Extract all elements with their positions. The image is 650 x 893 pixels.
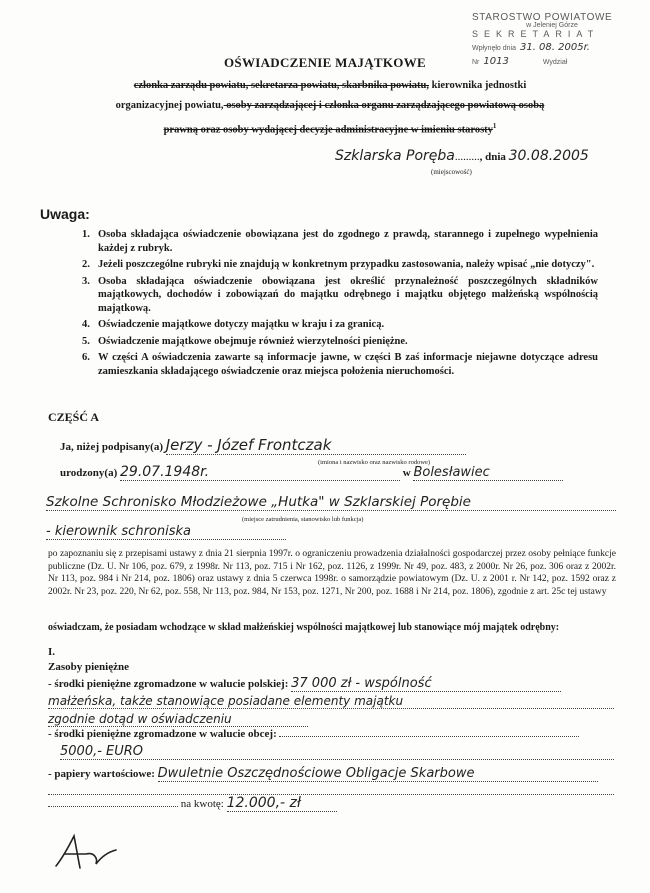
pln-row-2 [48, 694, 614, 709]
part-a-title: CZĘŚĆ A [48, 410, 100, 424]
birth-date-handwritten: 29.07.1948r. [120, 464, 400, 481]
signature-initials [50, 830, 130, 874]
pln-handwritten: 37 000 zł - wspólność [291, 676, 561, 692]
amount-label: na kwotę: [180, 798, 224, 810]
note-item [82, 335, 598, 349]
stamp-number-value: 1013 [483, 56, 509, 67]
notes-title: Uwaga: [40, 206, 90, 222]
position-row [46, 524, 286, 540]
note-text: W części A oświadczenia zawarte są informacje jawne, w części B zaś informacje niejawne dotyczące adresu zamieszkania składającego oświadczenie oraz miejsca położenia nieruchomości. [98, 352, 598, 377]
foreign-label: - środki pieniężne zgromadzone w walucie obcej: [48, 728, 277, 740]
foreign-row [48, 728, 579, 740]
note-item [82, 318, 598, 332]
note-item [82, 275, 598, 316]
note-item [82, 258, 598, 272]
subtitle-footnote: 1 [492, 122, 497, 130]
note-text: Oświadczenie majątkowe obejmuje również wierzytelności pieniężne. [98, 335, 408, 347]
foreign-handwritten: 5000,- EURO [60, 744, 614, 760]
note-text: Oświadczenie majątkowe dotyczy majątku w kraju i za granicą. [98, 319, 385, 330]
note-number: 1. [82, 229, 90, 240]
note-number: 6. [82, 352, 90, 363]
date-handwritten: 30.08.2005 [508, 148, 589, 164]
pln-handwritten-3: zgodnie dotąd w oświadczeniu [48, 712, 308, 727]
birth-place-handwritten: Bolesławiec [413, 465, 563, 481]
note-number: 4. [82, 319, 90, 330]
stamp-city: w Jeleniej Górze [526, 22, 578, 29]
notes-list [82, 228, 598, 381]
employer-row [46, 494, 616, 511]
pln-row-3 [48, 712, 308, 727]
stamp-secretariat: SEKRETARIAT [472, 29, 600, 39]
stamp-office: STAROSTWO POWIATOWE [472, 12, 613, 23]
note-text: Jeżeli poszczególne rubryki nie znajdują w konkretnym przypadku zastosowania, należy wpisać „nie dotyczy". [98, 259, 595, 270]
name-caption: (imiona i nazwisko oraz nazwisko rodowe) [318, 459, 431, 466]
amount-handwritten: 12.000,- zł [227, 795, 337, 812]
subtitle-struck-2: osoby zarządzającej i członka organu zarządzającego powiatową osobą [223, 100, 545, 111]
stamp-appendix-label: Wydział [542, 59, 568, 66]
document-subtitle [40, 76, 620, 141]
note-item [82, 351, 598, 378]
note-number: 5. [82, 335, 90, 347]
section-roman: I. [48, 646, 56, 658]
subtitle-struck-3: prawną oraz osoby wydającej decyzje administracyjne w imieniu starosty [163, 124, 493, 136]
declaration-text: oświadczam, że posiadam wchodzące w skład małżeńskiej wspólności majątkowej lub stanowiące mój majątek odrębny: [48, 622, 560, 633]
amount-row [48, 795, 337, 812]
legal-basis-text: po zapoznaniu się z przepisami ustawy z dnia 21 sierpnia 1997r. o ograniczeniu prowadzenia działalności gospodarczej przez osoby pełniące funkcje publiczne (Dz. U. Nr 106, poz. 679, z 1998r. Nr 113, poz. 715 i Nr 162, poz. 1126, z 1999r. Nr 49, poz. 483, z 2000r. Nr 26, poz. 306 oraz z 2002r. Nr 113, poz. 984 i Nr 214, poz. 1806) oraz ustawy z dnia 5 czerwca 1998r. o samorządzie powiatowym (Dz. U. z 2001 r. Nr 142, poz. 1592 oraz z 2002r. Nr 23, poz. 220, Nr 62, poz. 558, Nr 113, poz. 984, Nr 153, poz. 1271, Nr 200, poz. 1688 i Nr 214, poz. 1806), zgodnie z art. 25c tej ustawy [48, 549, 616, 597]
amount-lead-dots [48, 806, 178, 807]
subtitle-kept-2: organizacyjnej powiatu, [115, 100, 224, 111]
note-item [82, 228, 598, 255]
name-row [60, 436, 466, 455]
stamp-received-row [472, 42, 632, 53]
place-handwritten: Szklarska Poręba [335, 148, 455, 164]
place-caption: (miejscowość) [431, 168, 472, 176]
place-date-line [335, 148, 615, 176]
pln-row [48, 676, 561, 692]
name-label: Ja, niżej podpisany(a) [60, 441, 163, 453]
stamp-received-label: Wpłynęło dnia [472, 45, 516, 52]
birth-place-w: w [402, 467, 411, 479]
stamp-received-date: 31. 08. 2005r. [519, 42, 590, 53]
birth-row [60, 464, 563, 481]
note-number: 2. [82, 259, 90, 270]
birth-label: urodzony(a) [60, 467, 118, 479]
foreign-dotline [279, 736, 579, 737]
securities-handwritten: Dwuletnie Oszczędnościowe Obligacje Skarbowe [158, 766, 598, 782]
employer-handwritten: Szkolne Schronisko Młodzieżowe „Hutka" w Szklarskiej Porębie [46, 494, 616, 511]
note-text: Osoba składająca oświadczenie obowiązana jest określić przynależność poszczególnych składników majątkowych, dochodów i zobowiązań do majątku odrębnego i majątku objętego małżeńską wspólnością majątkową. [98, 275, 598, 314]
foreign-value-row [60, 744, 614, 760]
note-number: 3. [82, 275, 90, 287]
position-handwritten: - kierownik schroniska [46, 524, 286, 540]
document-title: OŚWIADCZENIE MAJĄTKOWE [224, 55, 426, 70]
securities-row [48, 766, 598, 782]
note-text: Osoba składająca oświadczenie obowiązana jest do zgodnego z prawdą, starannego i zupełnego wypełnienia każdej z rubryk. [98, 229, 598, 254]
date-label: , dnia [479, 151, 506, 163]
stamp-number-label: Nr [472, 59, 480, 66]
subtitle-kept-1: kierownika jednostki [429, 80, 527, 91]
place-dots: ......... [454, 151, 480, 163]
section-title: Zasoby pieniężne [48, 661, 129, 673]
subtitle-struck-1: członka zarządu powiatu, sekretarza powiatu, skarbnika powiatu, [133, 80, 430, 91]
pln-handwritten-2: małżeńska, także stanowiące posiadane elementy majątku [48, 694, 614, 709]
pln-label: - środki pieniężne zgromadzone w walucie polskiej: [48, 678, 289, 690]
employer-caption: (miejsce zatrudnienia, stanowisko lub funkcja) [242, 516, 364, 523]
securities-label: - papiery wartościowe: [48, 768, 155, 780]
name-handwritten: Jerzy - Józef Frontczak [166, 436, 466, 455]
